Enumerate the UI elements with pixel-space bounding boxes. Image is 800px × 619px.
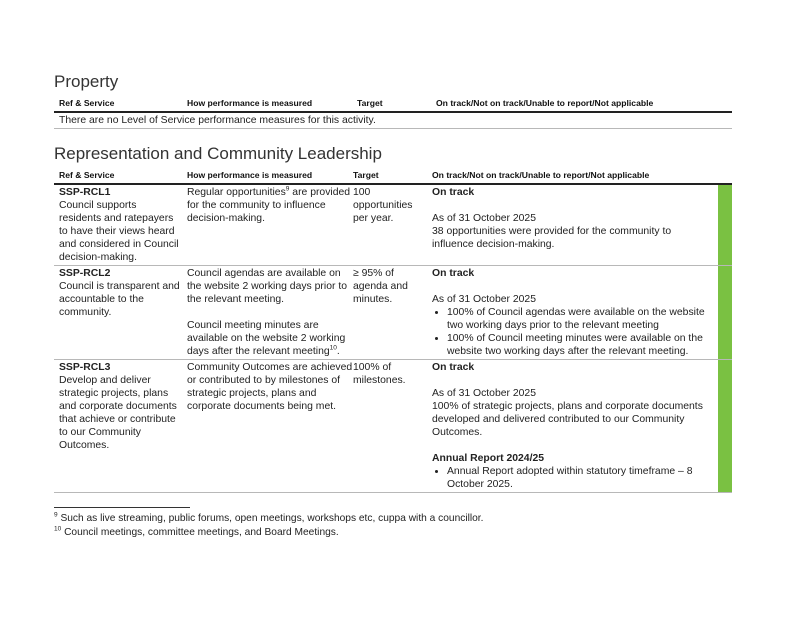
header-target: Target [357, 97, 436, 112]
ref-service-cell [54, 184, 187, 266]
status-detail: 38 opportunities were provided for the community to influence decision-making. [432, 226, 672, 250]
rcl-header-row [54, 169, 732, 184]
header-ref-service: Ref & Service [54, 97, 187, 112]
ref-service-cell [54, 360, 187, 493]
table-row [54, 360, 732, 493]
header-status: On track/Not on track/Unable to report/Not applicable [436, 97, 732, 112]
footnote-number: 10 [54, 525, 62, 533]
ref-service-cell [54, 266, 187, 360]
service-description: Council is transparent and accountable to the community. [59, 281, 180, 318]
rcl-table [54, 169, 732, 493]
measure-cell: Community Outcomes are achieved or contributed to by milestones of strategic projects, plans and corporate documents being met. [187, 360, 353, 493]
measure-cell [187, 266, 353, 360]
status-subheading: Annual Report 2024/25 [432, 453, 545, 464]
property-table [54, 97, 732, 129]
target-cell: ≥ 95% of agenda and minutes. [353, 266, 432, 360]
property-header-row [54, 97, 732, 112]
footnote-9 [54, 513, 483, 524]
measure-text: Council agendas are available on the website 2 working days prior to the relevant meeting. [187, 268, 347, 305]
status-label: On track [432, 362, 475, 373]
ref-code: SSP-RCL2 [59, 268, 111, 279]
footnote-divider [54, 507, 190, 508]
status-indicator [718, 360, 732, 493]
measure-text-end: . [336, 346, 340, 357]
status-cell [432, 360, 718, 493]
status-cell [432, 184, 718, 266]
list-item: • 100% of Council meeting minutes were available on the website two working days after the relevant meeting. [447, 332, 714, 358]
property-title: Property [54, 72, 119, 91]
ref-code: SSP-RCL3 [59, 362, 111, 373]
measure-cell [187, 184, 353, 266]
footnote-ref: 9 [285, 185, 290, 193]
header-measure: How performance is measured [187, 97, 357, 112]
target-cell: 100 opportunities per year. [353, 184, 432, 266]
status-indicator [718, 184, 732, 266]
footnote-text: Such as live streaming, public forums, open meetings, workshops etc, cuppa with a councillor. [57, 513, 484, 524]
status-label: On track [432, 268, 475, 279]
status-date: As of 31 October 2025 [432, 388, 536, 399]
footnote-10 [54, 527, 339, 538]
status-date: As of 31 October 2025 [432, 294, 536, 305]
status-indicator [718, 266, 732, 360]
list-item: • 100% of Council agendas were available on the website two working days prior to the relevant meeting [447, 306, 714, 332]
status-label: On track [432, 187, 475, 198]
table-row [54, 184, 732, 266]
target-cell: 100% of milestones. [353, 360, 432, 493]
list-item: • Annual Report adopted within statutory timeframe – 8 October 2025. [447, 465, 714, 491]
header-status: On track/Not on track/Unable to report/Not applicable [432, 169, 718, 184]
status-bullet-list [432, 306, 714, 358]
service-description: Council supports residents and ratepayers to have their views heard and considered in Council decision-making. [59, 200, 179, 263]
header-status-color [718, 169, 732, 184]
status-date: As of 31 October 2025 [432, 213, 536, 224]
measure-text: Regular opportunities [187, 187, 286, 198]
measure-text-cont: are provided for the community to influence decision-making. [187, 187, 351, 224]
ref-code: SSP-RCL1 [59, 187, 111, 198]
status-cell [432, 266, 718, 360]
property-empty-message: There are no Level of Service performance measures for this activity. [54, 112, 732, 129]
footnote-ref: 10 [329, 344, 337, 352]
property-empty-row [54, 112, 732, 129]
header-ref-service: Ref & Service [54, 169, 187, 184]
status-detail: 100% of strategic projects, plans and corporate documents developed and delivered contributed to our Community Outcomes. [432, 401, 703, 438]
status-bullet-list [432, 465, 714, 491]
header-measure: How performance is measured [187, 169, 353, 184]
table-row [54, 266, 732, 360]
header-target: Target [353, 169, 432, 184]
rcl-title: Representation and Community Leadership [54, 144, 382, 163]
measure-text-cont: Council meeting minutes are available on the website 2 working days after the relevant meeting [187, 320, 346, 357]
footnote-number: 9 [54, 511, 58, 519]
service-description: Develop and deliver strategic projects, plans and corporate documents that achieve or contribute to our Community Outcomes. [59, 375, 177, 451]
footnote-text: Council meetings, committee meetings, and Board Meetings. [61, 527, 339, 538]
